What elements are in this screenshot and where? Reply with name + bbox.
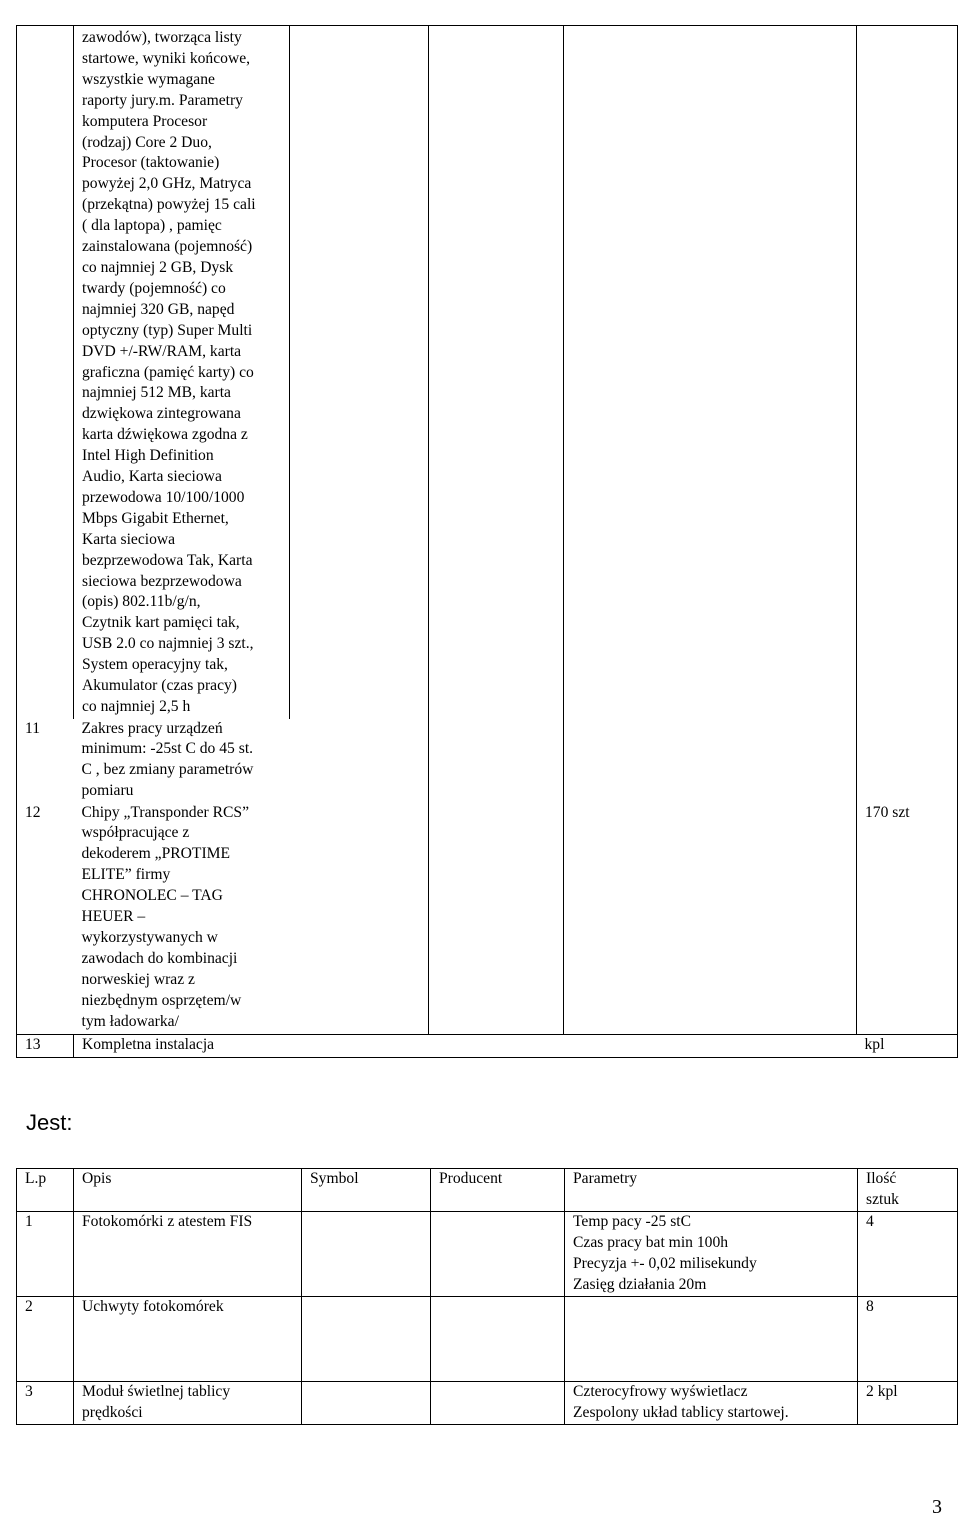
row-parametry: Temp pacy -25 stC Czas pracy bat min 100h Precyzja +- 0,02 milisekundy Zasięg działania 20m — [565, 1212, 858, 1297]
table-row — [17, 26, 958, 719]
row-parametry — [565, 1297, 858, 1382]
page-number: 3 — [932, 1496, 942, 1518]
table-row — [17, 803, 958, 1035]
table-header-row — [17, 1169, 958, 1212]
row-lp: 3 — [17, 1382, 74, 1425]
row-symbol — [290, 26, 429, 719]
equipment-table-current — [16, 1168, 958, 1425]
row-description: zawodów), tworząca listy startowe, wyniki końcowe, wszystkie wymagane raporty jury.m. Parametry komputera Procesor (rodzaj) Core 2 Duo, Procesor (taktowanie) powyżej 2,0 GHz, Matryca (przekątna) powyżej 15 cali ( dla laptopa) , pamięc zainstalowana (pojemność) co najmniej 2 GB, Dysk twardy (pojemność) co najmniej 320 GB, napęd optyczny (typ) Super Multi DVD +/-RW/RAM, karta graficzna (pamięć karty) co najmniej 512 MB, karta dzwiękowa zintegrowana karta dźwiękowa zgodna z Intel High Definition Audio, Karta sieciowa przewodowa 10/100/1000 Mbps Gigabit Ethernet, Karta sieciowa bezprzewodowa Tak, Karta sieciowa bezprzewodowa (opis) 802.11b/g/n, Czytnik kart pamięci tak, USB 2.0 co najmniej 3 szt., System operacyjny tak, Akumulator (czas pracy) co najmniej 2,5 h — [74, 26, 290, 719]
row-ilosc: 4 — [858, 1212, 958, 1297]
row-number — [17, 26, 74, 719]
row-symbol — [302, 1297, 431, 1382]
row-parameters — [564, 719, 857, 803]
row-description: Zakres pracy urządzeń minimum: -25st C do 45 st. C , bez zmiany parametrów pomiaru — [81, 719, 254, 800]
row-symbol — [302, 1212, 431, 1297]
table-row — [17, 1382, 958, 1425]
row-producent — [431, 1212, 565, 1297]
row-description: Kompletna instalacja — [74, 1035, 290, 1058]
row-opis: Uchwyty fotokomórek — [74, 1297, 302, 1382]
row-opis: Moduł świetlnej tablicy prędkości — [74, 1382, 302, 1425]
row-symbol — [290, 719, 429, 803]
row-producer — [429, 803, 564, 1035]
header-ilosc: Ilość sztuk — [858, 1169, 958, 1212]
row-parameters — [564, 26, 857, 719]
table-row — [17, 719, 958, 803]
row-lp: 1 — [17, 1212, 74, 1297]
table-row — [17, 1035, 958, 1058]
row-producer — [429, 26, 564, 719]
row-symbol — [302, 1382, 431, 1425]
section-heading: Jest: — [26, 1110, 73, 1135]
row-number: 12 — [17, 803, 74, 1035]
row-number: 13 — [17, 1035, 74, 1058]
row-producent — [431, 1382, 565, 1425]
header-opis: Opis — [74, 1169, 302, 1212]
table-row — [17, 1297, 958, 1382]
equipment-table-required — [16, 25, 958, 1058]
header-symbol: Symbol — [302, 1169, 431, 1212]
row-ilosc: 8 — [858, 1297, 958, 1382]
row-quantity: kpl — [857, 1035, 958, 1058]
row-quantity: 170 szt — [857, 803, 958, 1035]
row-producent — [431, 1297, 565, 1382]
header-parametry: Parametry — [565, 1169, 858, 1212]
header-producent: Producent — [431, 1169, 565, 1212]
row-symbol — [290, 1035, 429, 1058]
row-parameters — [564, 803, 857, 1035]
table-row — [17, 1212, 958, 1297]
row-producer — [429, 1035, 564, 1058]
row-description: Chipy „Transponder RCS” współpracujące z dekoderem „PROTIME ELITE” firmy CHRONOLEC – TAG HEUER – wykorzystywanych w zawodach do kombinacji norweskiej wraz z niezbędnym osprzętem/w tym ładowarka/ — [81, 803, 249, 1030]
row-symbol — [290, 803, 429, 1035]
row-ilosc: 2 kpl — [858, 1382, 958, 1425]
row-parametry: Czterocyfrowy wyświetlacz Zespolony układ tablicy startowej. — [565, 1382, 858, 1425]
row-quantity — [857, 719, 958, 803]
row-producer — [429, 719, 564, 803]
header-lp: L.p — [17, 1169, 74, 1212]
row-parameters — [564, 1035, 857, 1058]
row-quantity — [857, 26, 958, 719]
row-opis: Fotokomórki z atestem FIS — [74, 1212, 302, 1297]
row-lp: 2 — [17, 1297, 74, 1382]
row-number: 11 — [17, 719, 74, 803]
